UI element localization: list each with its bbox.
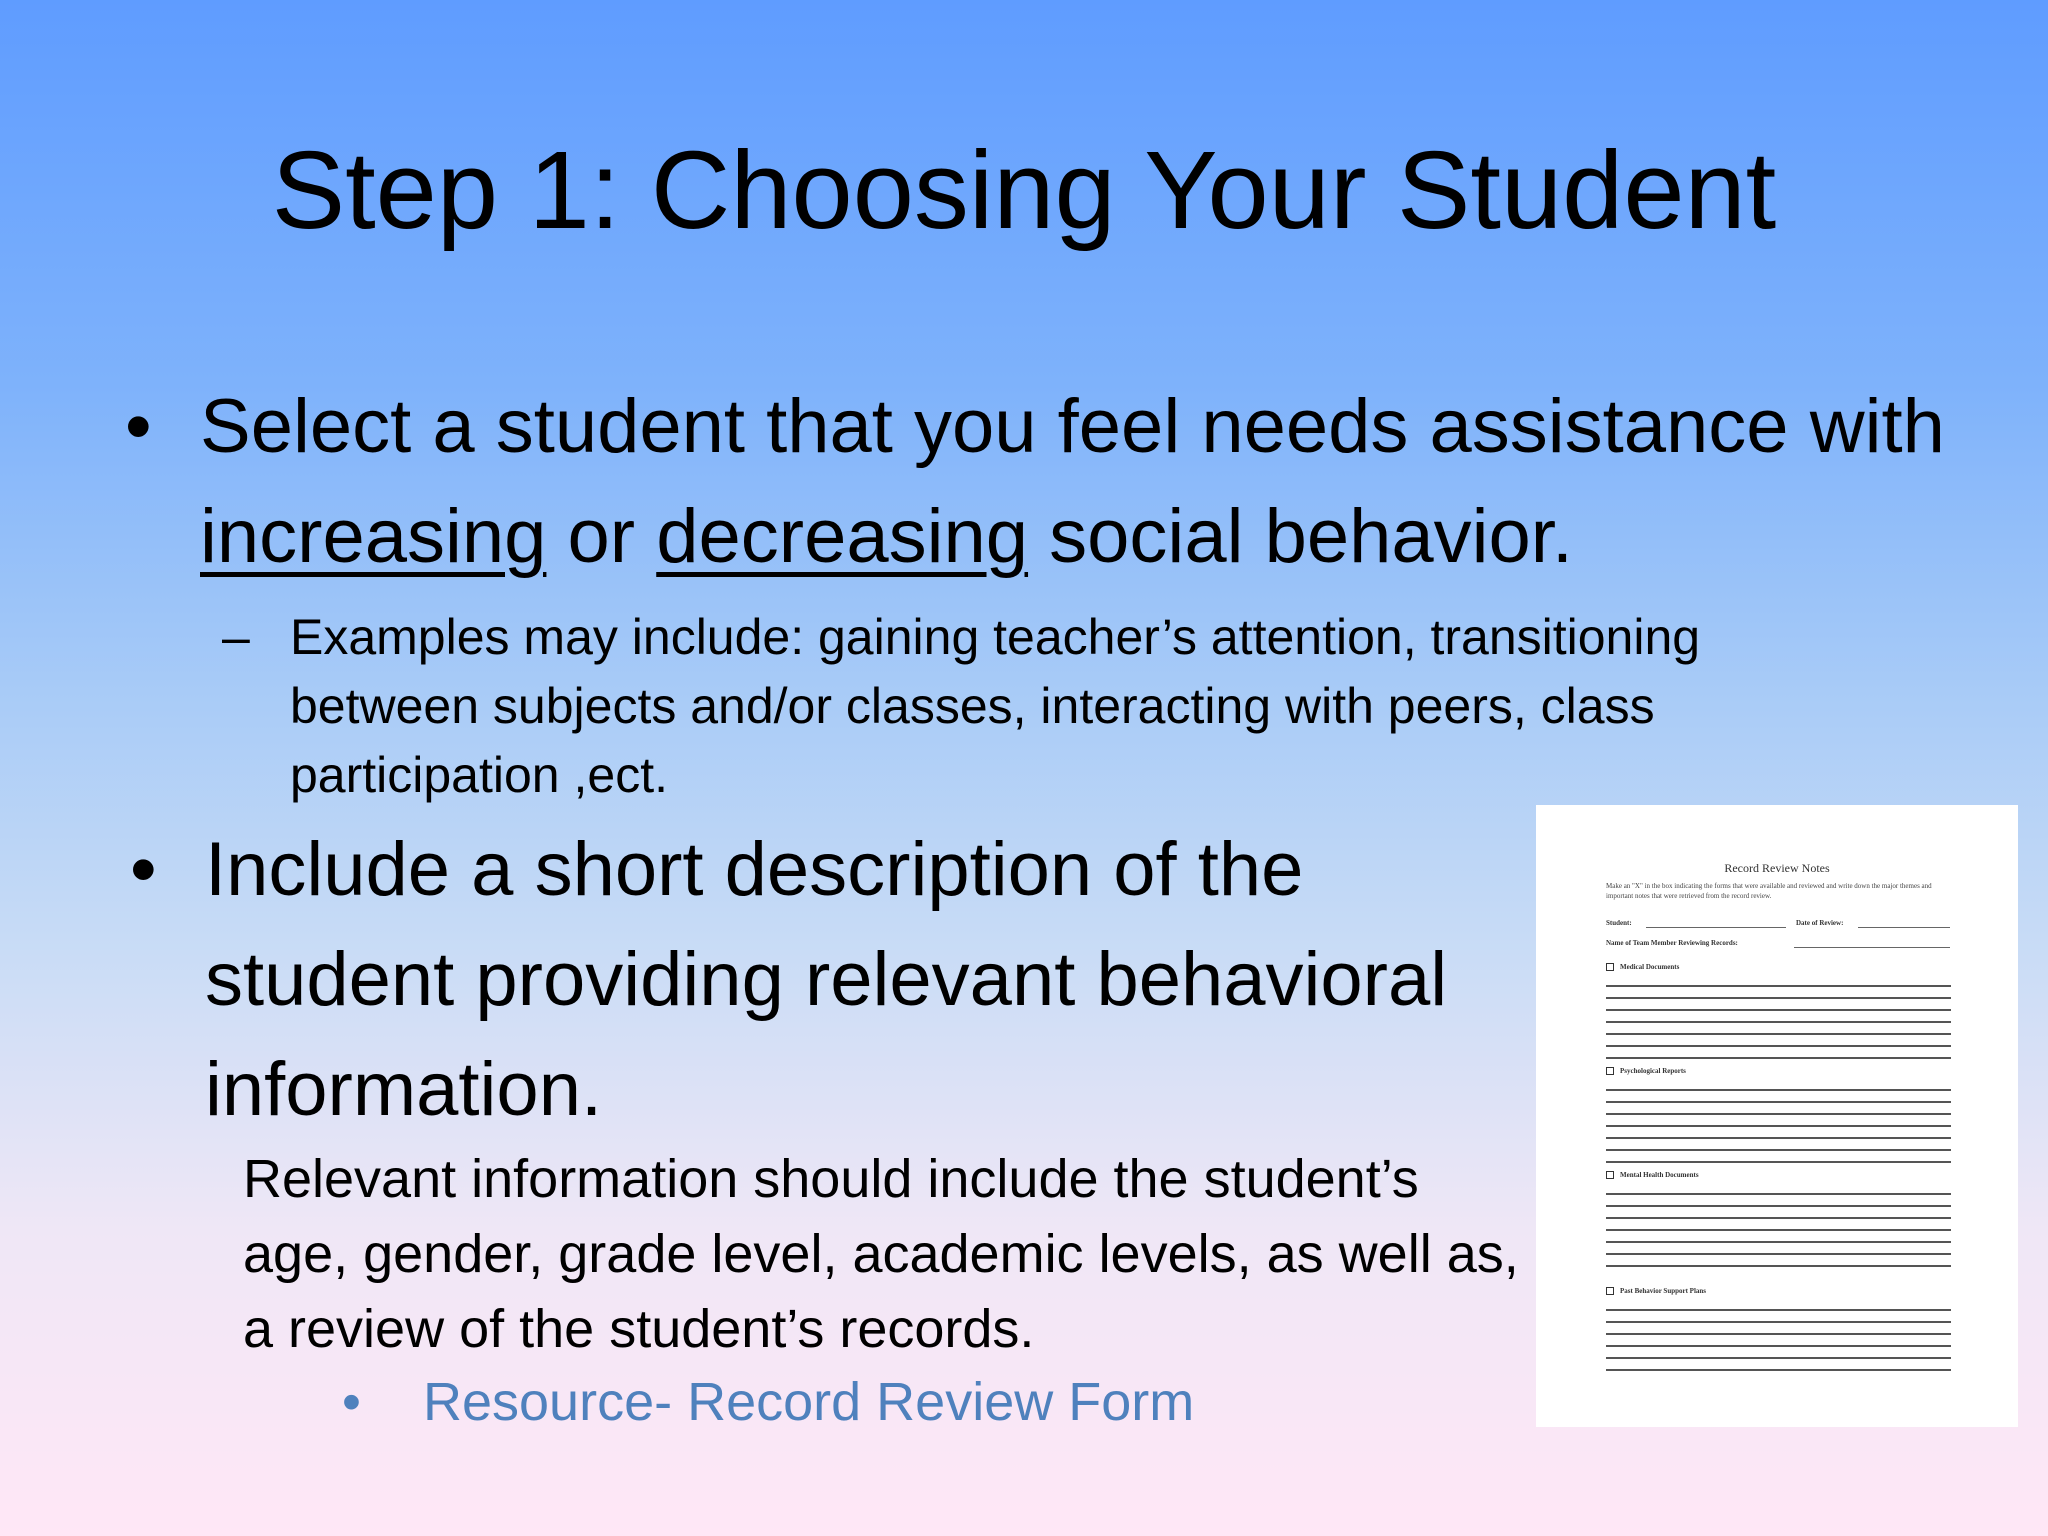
sub-bullet-examples [222, 603, 1810, 810]
form-section-past-plans [1606, 1287, 1706, 1295]
checkbox-icon [1606, 1171, 1614, 1179]
underlined-decreasing: decreasing [656, 494, 1029, 579]
form-title: Record Review Notes [1724, 861, 1830, 875]
bullet-text: Select a student that you feel needs assistance with [200, 384, 1945, 469]
dash-marker: – [222, 609, 250, 665]
record-review-form-link[interactable]: Resource- Record Review Form [423, 1372, 1195, 1432]
form-team-label: Name of Team Member Reviewing Records: [1606, 939, 1738, 947]
bullet-marker: • [130, 827, 157, 912]
record-review-form-thumbnail [1536, 805, 2018, 1427]
sub-bullet-text: Examples may include: gaining teacher’s attention, transitioning between subjects and/or classes, interacting with peers, class participation ,ect. [290, 609, 1701, 803]
bullet-text: social behavior. [1028, 494, 1574, 579]
bullet-marker: • [125, 384, 152, 469]
bullet-marker: • [342, 1372, 361, 1432]
checkbox-icon [1606, 963, 1614, 971]
relevant-info-paragraph: Relevant information should include the student’s age, gender, grade level, academic levels, as well as, a review of the student’s records. [243, 1149, 1519, 1359]
form-section-psychological [1606, 1067, 1686, 1075]
form-section-medical [1606, 963, 1679, 971]
form-section-label: Past Behavior Support Plans [1620, 1287, 1707, 1295]
form-student-label: Student: [1606, 919, 1632, 927]
bullet-text: Include a short description of the student providing relevant behavioral information. [205, 827, 1448, 1132]
form-section-label: Medical Documents [1620, 963, 1680, 971]
form-section-label: Psychological Reports [1620, 1067, 1686, 1075]
form-section-label: Mental Health Documents [1620, 1171, 1699, 1179]
form-date-label: Date of Review: [1796, 919, 1844, 927]
bullet-text: or [546, 494, 657, 579]
checkbox-icon [1606, 1287, 1614, 1295]
slide-title: Step 1: Choosing Your Student [271, 129, 1777, 252]
bullet-include-description [130, 815, 1485, 1145]
checkbox-icon [1606, 1067, 1614, 1075]
underlined-increasing: increasing [200, 494, 547, 579]
form-instructions: Make an "X" in the box indicating the forms that were available and reviewed and write down the major themes and important notes that were retrieved from the record review. [1606, 882, 1932, 900]
form-section-mental-health [1606, 1171, 1699, 1179]
bullet-select-student [125, 372, 1960, 592]
